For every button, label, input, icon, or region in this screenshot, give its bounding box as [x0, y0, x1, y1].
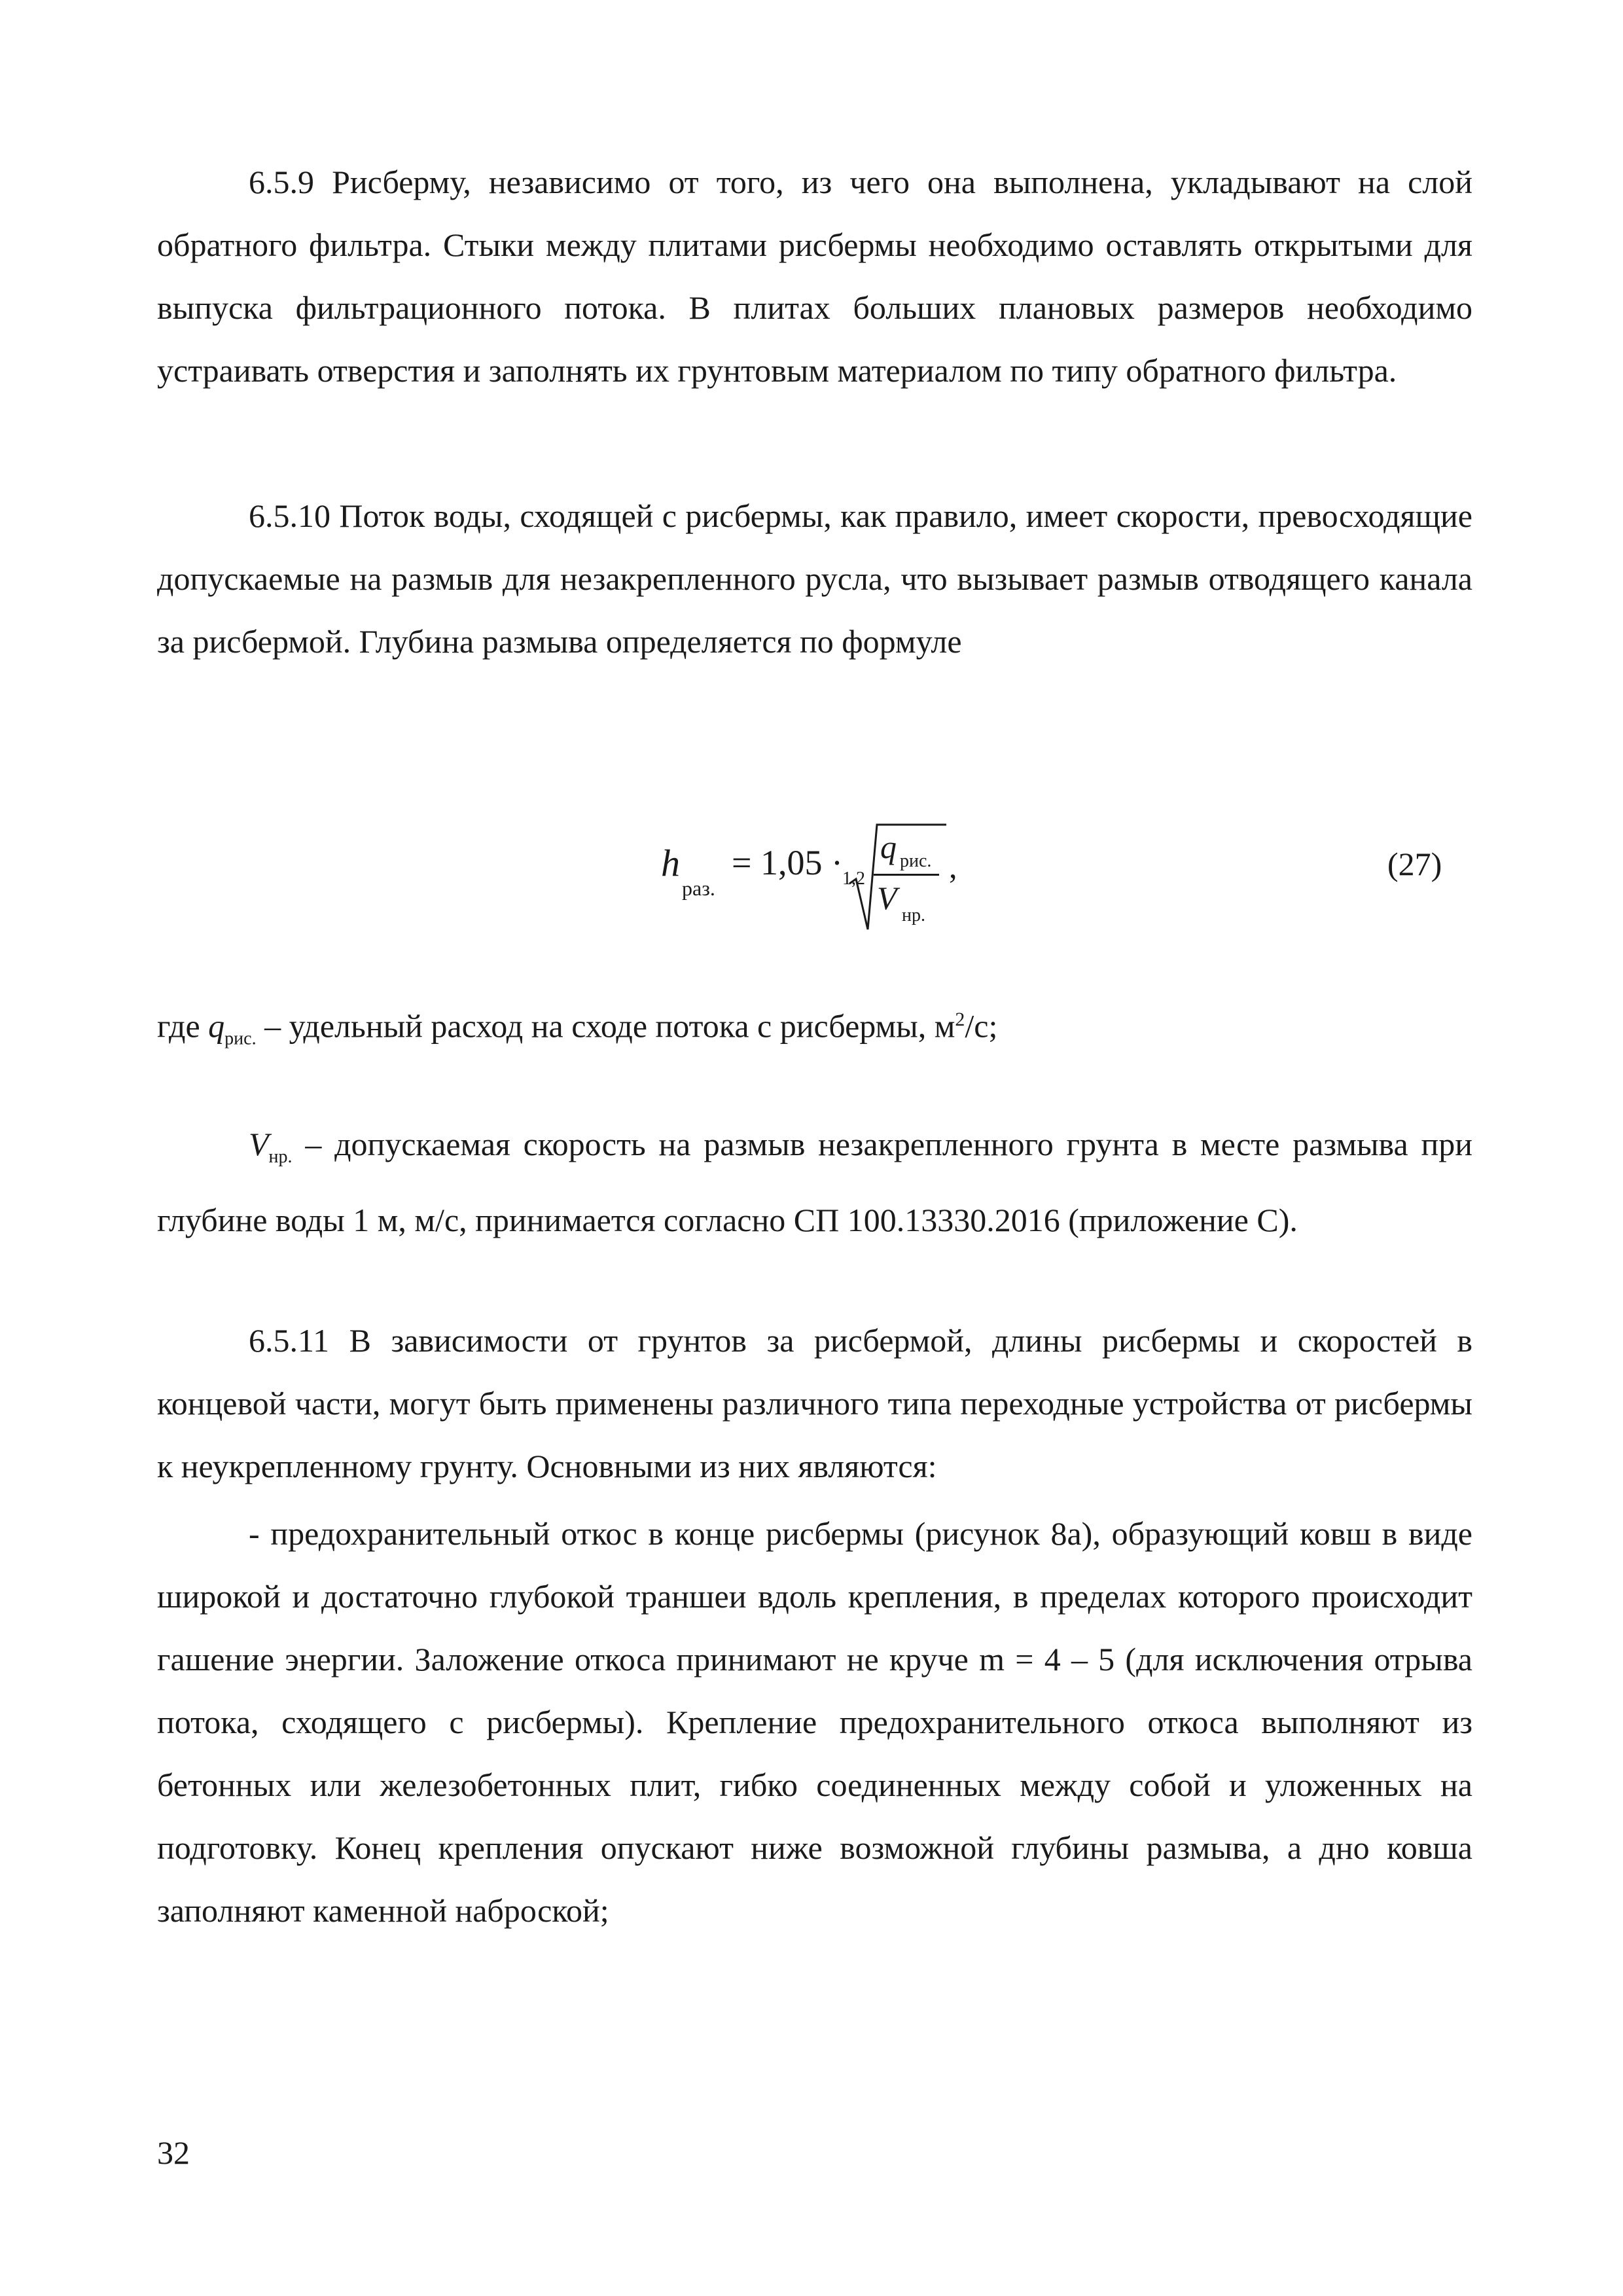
formula-numerator-sub: рис.: [900, 851, 932, 871]
formula-legend: [157, 988, 1472, 1071]
legend-q: [157, 988, 1472, 1071]
radical-sign-icon: [848, 821, 946, 933]
fraction-bar: [874, 874, 939, 876]
legend-q-sup: 2: [955, 1009, 965, 1030]
formula-root-index: 1,2: [842, 869, 865, 889]
legend-v-desc: – допускаемая скорость на размыв незакрепленного грунта в месте размыва при глубине воды 1 м, м/с, принимается согласно СП 100.13330.2016 (приложение С).: [157, 1126, 1472, 1238]
legend-q-var: q: [208, 1007, 225, 1045]
formula-27: [0, 808, 1623, 952]
legend-v-var: V: [249, 1126, 269, 1162]
paragraph-6-5-11: [157, 1309, 1472, 1498]
legend-q-sub: рис.: [224, 1028, 257, 1049]
paragraph-text: 6.5.9 Рисберму, независимо от того, из чего она выполнена, укладывают на слой обратного фильтра. Стыки между плитами рисбермы необходимо оставлять открытыми для выпуска фильтрационного потока. В плитах больших плановых размеров необходимо устраивать отверстия и заполнять их грунтовым материалом по типу обратного фильтра.: [157, 164, 1472, 389]
legend-lead: где: [157, 1007, 200, 1045]
paragraph-text: 6.5.11 В зависимости от грунтов за рисбермой, длины рисбермы и скоростей в концевой части, могут быть применены различного типа переходные устройства от рисбермы к неукрепленному грунту. Основными из них являются:: [157, 1322, 1472, 1484]
paragraph-text: 6.5.10 Поток воды, сходящей с рисбермы, как правило, имеет скорости, превосходящие допускаемые на размыв для незакрепленного русла, что вызывает размыв отводящего канала за рисбермой. Глубина размыва определяется по формуле: [157, 497, 1472, 660]
paragraph-6-5-9: [157, 151, 1472, 402]
formula-denominator-sub: нр.: [902, 905, 925, 925]
formula-denominator-var: V: [877, 880, 897, 916]
formula-trailing: ,: [949, 848, 957, 885]
paragraph-6-5-10: [157, 484, 1472, 673]
formula-number: (27): [1387, 846, 1442, 882]
legend-q-tail: /с;: [965, 1007, 998, 1045]
list-item-slope: [157, 1502, 1472, 1942]
list-item-text: - предохранительный откос в конце рисбермы (рисунок 8а), образующий ковш в виде широкой и достаточно глубокой траншеи вдоль крепления, в пределах которого происходит гашение энергии. Заложение откоса принимают не круче m = 4 – 5 (для исключения отрыва потока, сходящего с рисбермы). Крепление предохранительного откоса выполняют из бетонных или железобетонных плит, гибко соединенных между собой и уложенных на подготовку. Конец крепления опускают ниже возможной глубины размыва, а дно ковша заполняют каменной наброской;: [157, 1515, 1472, 1929]
formula-lhs-sub: раз.: [682, 876, 715, 900]
formula-numerator-var: q: [880, 829, 897, 865]
formula-rhs: = 1,05 ·: [732, 843, 843, 882]
legend-v-block: [157, 1113, 1472, 1251]
page-number: 32: [157, 2134, 190, 2171]
formula-lhs-var: h: [661, 842, 680, 884]
legend-v: [157, 1113, 1472, 1251]
legend-v-sub: нр.: [268, 1147, 293, 1167]
legend-q-desc: – удельный расход на сходе потока с рисбермы, м: [256, 1007, 955, 1045]
